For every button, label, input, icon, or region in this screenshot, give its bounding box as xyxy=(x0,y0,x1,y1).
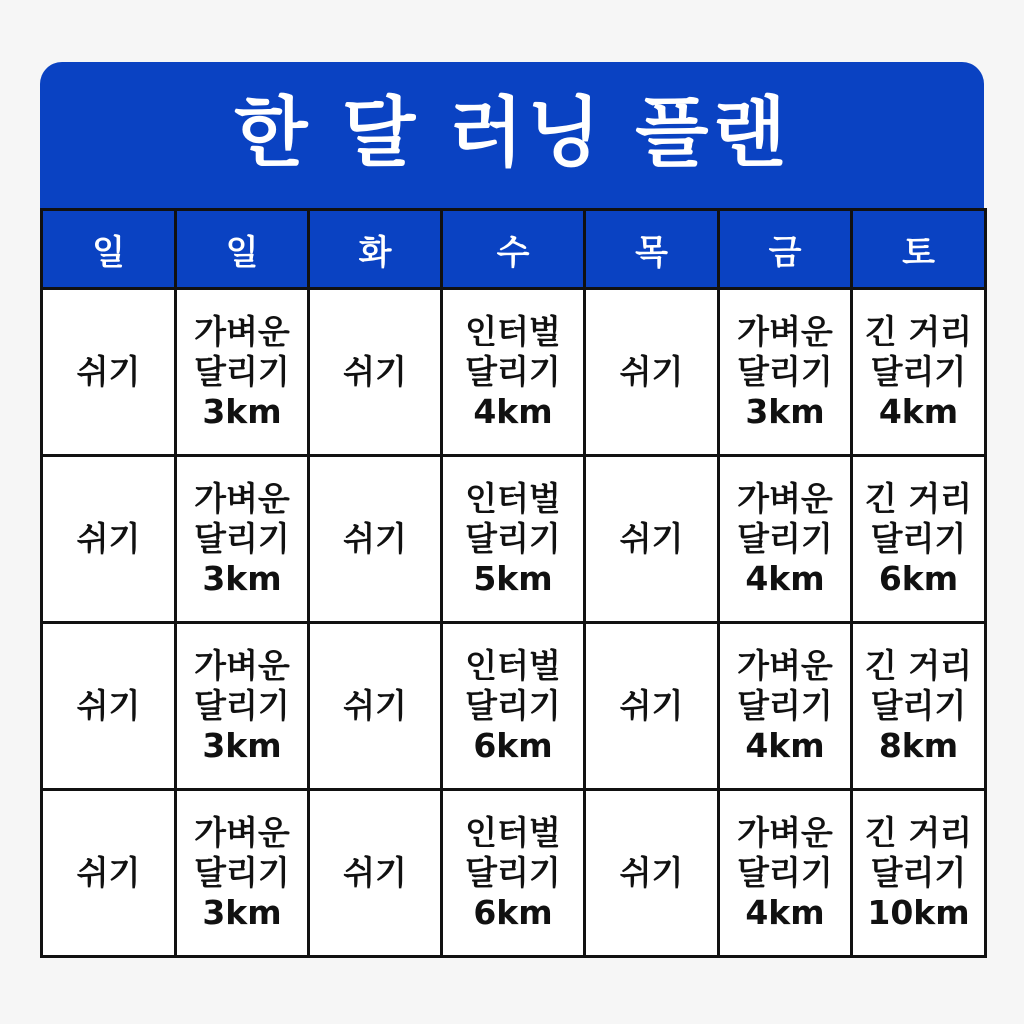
plan-cell-text: 달리기 xyxy=(870,519,967,558)
plan-cell-text: 달리기 xyxy=(870,686,967,725)
plan-cell-text: 쉬기 xyxy=(619,853,684,892)
day-header-wed: 수 xyxy=(442,210,585,289)
plan-cell xyxy=(176,623,309,790)
plan-cell-text: 6km xyxy=(878,559,959,598)
plan-cell-text: 5km xyxy=(473,559,553,598)
day-header-mon: 일 xyxy=(176,210,309,289)
week-row xyxy=(42,623,986,790)
plan-cell xyxy=(42,623,176,790)
plan-cell-text: 3km xyxy=(202,726,282,765)
plan-cell-text: 쉬기 xyxy=(619,686,684,725)
title-bar xyxy=(40,62,984,210)
running-plan-card xyxy=(40,62,984,964)
plan-cell xyxy=(719,289,852,456)
plan-cell-text: 달리기 xyxy=(737,352,833,391)
plan-cell xyxy=(309,623,442,790)
plan-cell-text: 달리기 xyxy=(737,853,833,892)
plan-cell-text: 긴 거리 xyxy=(864,646,973,685)
day-header-tue: 화 xyxy=(309,210,442,289)
plan-cell xyxy=(585,790,719,957)
plan-cell xyxy=(42,456,176,623)
plan-cell-text: 인터벌 xyxy=(465,312,561,351)
day-header-row xyxy=(42,210,986,289)
plan-cell-text: 달리기 xyxy=(870,853,967,892)
plan-body xyxy=(42,289,986,957)
plan-cell-text: 긴 거리 xyxy=(864,479,973,518)
plan-cell-text: 4km xyxy=(878,392,959,431)
plan-cell-text: 3km xyxy=(745,392,825,431)
plan-cell xyxy=(585,289,719,456)
plan-cell-text: 달리기 xyxy=(465,853,561,892)
day-header-sun: 일 xyxy=(42,210,176,289)
plan-cell-text: 6km xyxy=(473,726,553,765)
plan-cell xyxy=(585,456,719,623)
plan-cell-text: 4km xyxy=(745,559,825,598)
plan-cell-text: 가벼운 xyxy=(737,479,833,518)
plan-table xyxy=(40,208,987,958)
plan-cell-text: 가벼운 xyxy=(737,646,833,685)
plan-cell-text: 인터벌 xyxy=(465,479,561,518)
plan-cell-text: 쉬기 xyxy=(76,519,141,558)
day-header-fri: 금 xyxy=(719,210,852,289)
plan-cell-text: 달리기 xyxy=(465,686,561,725)
plan-cell-text: 3km xyxy=(202,893,282,932)
plan-cell-text: 달리기 xyxy=(194,519,290,558)
plan-cell xyxy=(309,289,442,456)
plan-cell-text: 달리기 xyxy=(737,519,833,558)
plan-cell-text: 쉬기 xyxy=(76,352,141,391)
plan-cell-text: 쉬기 xyxy=(343,853,407,892)
plan-cell-text: 8km xyxy=(878,726,959,765)
plan-cell xyxy=(442,289,585,456)
plan-cell-text: 쉬기 xyxy=(343,352,407,391)
day-header-thu: 목 xyxy=(585,210,719,289)
plan-cell xyxy=(309,790,442,957)
page-title: 한 달 러닝 플랜 xyxy=(234,88,790,177)
plan-cell-text: 10km xyxy=(867,893,970,932)
plan-cell xyxy=(852,623,986,790)
plan-cell-text: 인터벌 xyxy=(465,813,561,852)
plan-cell-text: 달리기 xyxy=(870,352,967,391)
plan-cell xyxy=(42,790,176,957)
plan-cell xyxy=(585,623,719,790)
plan-cell-text: 긴 거리 xyxy=(864,312,973,351)
plan-cell-text: 달리기 xyxy=(465,519,561,558)
plan-cell-text: 가벼운 xyxy=(194,646,290,685)
plan-cell xyxy=(309,456,442,623)
plan-cell-text: 쉬기 xyxy=(343,519,407,558)
plan-cell-text: 달리기 xyxy=(194,853,290,892)
plan-cell xyxy=(442,456,585,623)
plan-cell xyxy=(719,623,852,790)
plan-cell-text: 가벼운 xyxy=(737,312,833,351)
plan-cell-text: 쉬기 xyxy=(76,853,141,892)
plan-cell-text: 4km xyxy=(745,893,825,932)
plan-cell xyxy=(176,790,309,957)
plan-cell xyxy=(42,289,176,456)
plan-cell-text: 가벼운 xyxy=(194,813,290,852)
plan-cell-text: 쉬기 xyxy=(619,352,684,391)
plan-cell-text: 달리기 xyxy=(465,352,561,391)
week-row xyxy=(42,790,986,957)
plan-cell-text: 달리기 xyxy=(737,686,833,725)
plan-cell-text: 가벼운 xyxy=(194,479,290,518)
plan-cell-text: 6km xyxy=(473,893,553,932)
plan-cell-text: 인터벌 xyxy=(465,646,561,685)
plan-cell xyxy=(176,456,309,623)
plan-cell-text: 3km xyxy=(202,392,282,431)
day-header-sat: 토 xyxy=(852,210,986,289)
plan-cell xyxy=(852,289,986,456)
week-row xyxy=(42,456,986,623)
plan-cell xyxy=(442,623,585,790)
plan-cell-text: 쉬기 xyxy=(76,686,141,725)
plan-cell-text: 4km xyxy=(745,726,825,765)
plan-cell xyxy=(176,289,309,456)
plan-cell-text: 가벼운 xyxy=(194,312,290,351)
plan-cell xyxy=(852,456,986,623)
plan-cell xyxy=(719,456,852,623)
plan-cell-text: 가벼운 xyxy=(737,813,833,852)
plan-cell-text: 긴 거리 xyxy=(864,813,973,852)
plan-cell xyxy=(442,790,585,957)
plan-cell-text: 4km xyxy=(473,392,553,431)
week-row xyxy=(42,289,986,456)
plan-cell-text: 쉬기 xyxy=(619,519,684,558)
plan-cell xyxy=(852,790,986,957)
plan-cell-text: 쉬기 xyxy=(343,686,407,725)
plan-cell-text: 달리기 xyxy=(194,352,290,391)
plan-cell-text: 3km xyxy=(202,559,282,598)
plan-cell-text: 달리기 xyxy=(194,686,290,725)
plan-cell xyxy=(719,790,852,957)
